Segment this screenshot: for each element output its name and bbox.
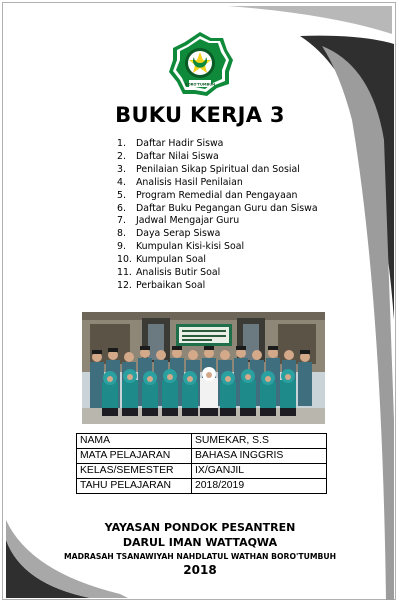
contents-item-label: Penilaian Sikap Spiritual dan Sosial [136,163,300,175]
teacher-info-table [76,433,327,494]
svg-text:BORO'TUMBUH: BORO'TUMBUH [184,82,216,87]
contents-item-number: 5. [117,189,126,201]
contents-item-label: Daya Serap Siswa [136,228,221,240]
contents-item [117,254,318,267]
info-label: NAMA [77,434,192,449]
info-row [77,434,327,449]
info-value: BAHASA INGGRIS [192,449,327,464]
contents-item [117,280,318,293]
contents-item [117,138,318,151]
contents-item-number: 3. [117,163,126,175]
contents-item-number: 11. [117,267,132,279]
contents-item [117,203,318,216]
contents-item-number: 9. [117,241,126,253]
contents-item [117,190,318,203]
contents-item-number: 2. [117,150,126,162]
info-value: SUMEKAR, S.S [192,434,327,449]
contents-item-number: 4. [117,176,126,188]
contents-item [117,164,318,177]
info-label: TAHU PELAJARAN [77,479,192,494]
info-row [77,449,327,464]
contents-list [117,138,318,293]
contents-item-number: 1. [117,138,126,149]
contents-item-label: Kumpulan Soal [136,254,206,266]
info-label: KELAS/SEMESTER [77,464,192,479]
contents-item-label: Perbaikan Soal [136,279,206,291]
contents-item-number: 7. [117,215,126,227]
document-year: 2018 [183,563,217,577]
contents-item-label: Program Remedial dan Pengayaan [136,189,298,201]
pesantren-name: DARUL IMAN WATTAQWA [122,536,278,549]
contents-item-label: Daftar Nilai Siswa [136,150,219,162]
contents-item-number: 10. [117,254,132,266]
contents-item-label: Jadwal Mengajar Guru [136,215,240,227]
info-row [77,464,327,479]
contents-item-label: Daftar Buku Pegangan Guru dan Siswa [136,202,318,214]
madrasah-crest-icon [165,30,235,100]
info-value: IX/GANJIL [192,464,327,479]
info-label: MATA PELAJARAN [77,449,192,464]
top-right-gray-swoosh [228,6,392,34]
contents-item-number: 6. [117,202,126,214]
contents-item [117,228,318,241]
group-photo [82,312,325,424]
contents-item-label: Analisis Hasil Penilaian [136,176,243,188]
madrasah-name: MADRASAH TSANAWIYAH NAHDLATUL WATHAN BORO'TUMBUH [63,552,337,561]
contents-item-number: 8. [117,228,126,240]
foundation-name: YAYASAN PONDOK PESANTREN [104,521,296,534]
info-value: 2018/2019 [192,479,327,494]
contents-item [117,241,318,254]
teacher-info-body [77,434,327,494]
contents-item-label: Kumpulan Kisi-kisi Soal [136,241,245,253]
document-title: BUKU KERJA 3 [115,103,285,127]
info-row [77,479,327,494]
contents-item [117,215,318,228]
contents-item-label: Daftar Hadir Siswa [136,138,224,149]
contents-item-label: Analisis Butir Soal [136,267,221,279]
contents-item [117,177,318,190]
contents-item-number: 12. [117,279,132,291]
contents-item [117,151,318,164]
contents-item [117,267,318,280]
